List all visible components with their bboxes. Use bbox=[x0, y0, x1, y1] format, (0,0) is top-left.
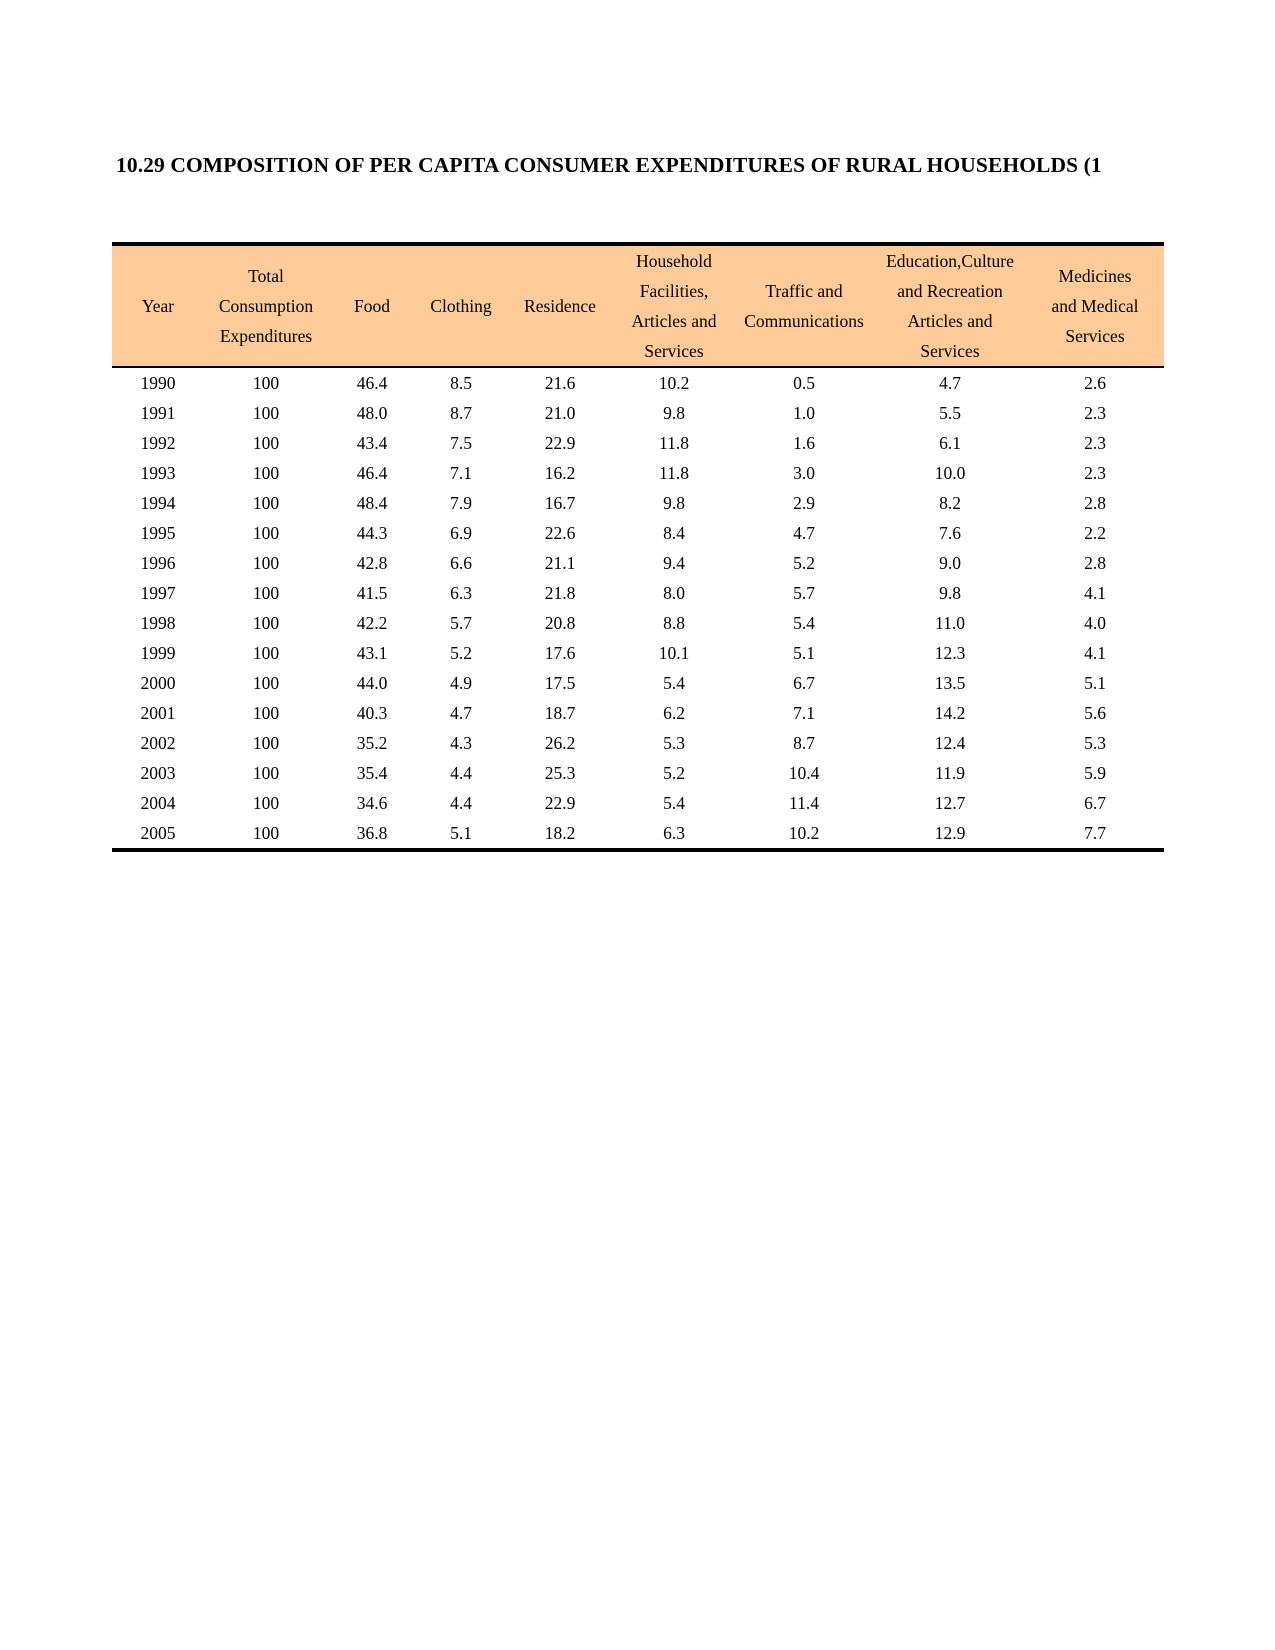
table-cell-food: 46.4 bbox=[356, 373, 388, 393]
table-cell-household-facilities: 5.4 bbox=[663, 673, 685, 693]
table-cell-traffic-communications: 5.2 bbox=[793, 553, 815, 573]
table-cell-traffic-communications: 4.7 bbox=[793, 523, 815, 543]
table-cell-household-facilities: 10.1 bbox=[658, 643, 690, 663]
column-header-line: and Medical bbox=[1051, 296, 1139, 316]
table-cell-food: 42.2 bbox=[356, 613, 388, 633]
table-cell-education-culture-recreation: 9.8 bbox=[939, 583, 961, 603]
table-cell-total-consumption-expenditures: 100 bbox=[252, 583, 280, 603]
table-cell-medicines-medical: 4.1 bbox=[1084, 583, 1106, 603]
table-cell-residence: 21.1 bbox=[544, 553, 576, 573]
table-cell-traffic-communications: 5.7 bbox=[793, 583, 815, 603]
table-cell-year: 1994 bbox=[140, 493, 176, 513]
table-cell-residence: 17.5 bbox=[544, 673, 576, 693]
table-cell-total-consumption-expenditures: 100 bbox=[252, 733, 280, 753]
table-cell-year: 1998 bbox=[140, 613, 176, 633]
table-row bbox=[112, 638, 1164, 668]
table-cell-clothing: 6.6 bbox=[450, 553, 472, 573]
table-row bbox=[112, 367, 1164, 398]
column-header-year bbox=[112, 244, 204, 367]
page-title: 10.29 COMPOSITION OF PER CAPITA CONSUMER EXPENDITURES OF RURAL HOUSEHOLDS (1 bbox=[116, 153, 1102, 177]
column-header-medicines-medical bbox=[1026, 244, 1164, 367]
table-cell-food: 35.2 bbox=[356, 733, 388, 753]
table-cell-residence: 16.7 bbox=[544, 493, 576, 513]
column-header-line: Services bbox=[920, 341, 980, 361]
table-cell-education-culture-recreation: 5.5 bbox=[939, 403, 961, 423]
table-cell-year: 2005 bbox=[112, 818, 204, 850]
table-row bbox=[112, 818, 1164, 850]
table-cell-medicines-medical: 2.3 bbox=[1084, 403, 1106, 423]
table-cell-food: 41.5 bbox=[356, 583, 388, 603]
table-cell-clothing: 4.9 bbox=[450, 673, 472, 693]
column-header-education-culture-recreation bbox=[874, 244, 1026, 367]
table-cell-total-consumption-expenditures: 100 bbox=[252, 553, 280, 573]
table-cell-traffic-communications: 1.0 bbox=[793, 403, 815, 423]
table-cell-residence: 25.3 bbox=[544, 763, 576, 783]
table-cell-total-consumption-expenditures: 100 bbox=[252, 463, 280, 483]
table-cell-year: 2003 bbox=[140, 763, 176, 783]
table-cell-clothing: 4.3 bbox=[450, 733, 472, 753]
table-cell-medicines-medical: 2.2 bbox=[1084, 523, 1106, 543]
table-cell-residence: 22.6 bbox=[544, 523, 576, 543]
table-cell-year: 1999 bbox=[140, 643, 176, 663]
table-row bbox=[112, 728, 1164, 758]
table-body bbox=[112, 367, 1164, 850]
table-cell-clothing: 4.4 bbox=[450, 763, 472, 783]
table-cell-education-culture-recreation: 14.2 bbox=[934, 703, 966, 723]
table-cell-food: 40.3 bbox=[356, 703, 388, 723]
table-cell-clothing: 5.7 bbox=[450, 613, 472, 633]
column-header-line: Articles and bbox=[631, 311, 717, 331]
table-cell-residence: 21.0 bbox=[544, 403, 576, 423]
table-cell-year: 1996 bbox=[140, 553, 176, 573]
column-header-line: Household bbox=[636, 251, 712, 271]
column-header-line: Clothing bbox=[430, 296, 492, 316]
table-cell-food: 44.0 bbox=[356, 673, 388, 693]
table-cell-education-culture-recreation: 10.0 bbox=[934, 463, 966, 483]
table-cell-clothing: 8.7 bbox=[450, 403, 472, 423]
table-cell-traffic-communications: 1.6 bbox=[793, 433, 815, 453]
table-cell-clothing: 7.5 bbox=[450, 433, 472, 453]
table-cell-food: 48.4 bbox=[356, 493, 388, 513]
table-row bbox=[112, 518, 1164, 548]
table-cell-education-culture-recreation: 13.5 bbox=[934, 673, 966, 693]
table-cell-year: 1991 bbox=[140, 403, 176, 423]
table-cell-education-culture-recreation: 12.3 bbox=[934, 643, 966, 663]
column-header-residence bbox=[506, 244, 614, 367]
column-header-food bbox=[328, 244, 416, 367]
column-header-line: Services bbox=[644, 341, 704, 361]
table-cell-food: 44.3 bbox=[356, 523, 388, 543]
table-cell-total-consumption-expenditures: 100 bbox=[252, 523, 280, 543]
table-cell-traffic-communications: 3.0 bbox=[793, 463, 815, 483]
table-cell-household-facilities: 8.4 bbox=[663, 523, 685, 543]
table-cell-clothing: 5.1 bbox=[416, 818, 506, 850]
table-cell-household-facilities: 9.4 bbox=[663, 553, 685, 573]
table-cell-residence: 21.6 bbox=[544, 373, 576, 393]
table-cell-education-culture-recreation: 11.9 bbox=[935, 763, 965, 783]
table-cell-food: 36.8 bbox=[328, 818, 416, 850]
table-cell-medicines-medical: 5.9 bbox=[1084, 763, 1106, 783]
table-cell-year: 1995 bbox=[140, 523, 176, 543]
column-header-traffic-communications bbox=[734, 244, 874, 367]
table-cell-education-culture-recreation: 12.4 bbox=[934, 733, 966, 753]
table-cell-year: 1992 bbox=[140, 433, 176, 453]
table-cell-clothing: 8.5 bbox=[450, 373, 472, 393]
table-cell-total-consumption-expenditures: 100 bbox=[204, 818, 328, 850]
table-header-row bbox=[112, 244, 1164, 367]
table-cell-residence: 18.2 bbox=[506, 818, 614, 850]
table-row bbox=[112, 488, 1164, 518]
column-header-line: and Recreation bbox=[897, 281, 1003, 301]
table-cell-total-consumption-expenditures: 100 bbox=[252, 613, 280, 633]
table-cell-total-consumption-expenditures: 100 bbox=[252, 403, 280, 423]
column-header-line: Year bbox=[141, 296, 175, 316]
table-cell-total-consumption-expenditures: 100 bbox=[252, 763, 280, 783]
table-cell-medicines-medical: 5.1 bbox=[1084, 673, 1106, 693]
table-cell-medicines-medical: 5.3 bbox=[1084, 733, 1106, 753]
table-cell-year: 1997 bbox=[140, 583, 176, 603]
table-cell-household-facilities: 5.2 bbox=[663, 763, 685, 783]
table-cell-traffic-communications: 11.4 bbox=[789, 793, 819, 813]
table-cell-total-consumption-expenditures: 100 bbox=[252, 373, 280, 393]
table-cell-household-facilities: 6.2 bbox=[663, 703, 685, 723]
table-cell-residence: 20.8 bbox=[544, 613, 576, 633]
column-header-line: Traffic and bbox=[765, 281, 843, 301]
table-cell-education-culture-recreation: 4.7 bbox=[939, 373, 961, 393]
table-cell-medicines-medical: 5.6 bbox=[1084, 703, 1106, 723]
table-cell-residence: 22.9 bbox=[544, 433, 576, 453]
table-cell-education-culture-recreation: 12.7 bbox=[934, 793, 966, 813]
table-cell-food: 48.0 bbox=[356, 403, 388, 423]
column-header-household-facilities bbox=[614, 244, 734, 367]
table-cell-food: 35.4 bbox=[356, 763, 388, 783]
table-cell-residence: 17.6 bbox=[544, 643, 576, 663]
table-cell-year: 1990 bbox=[140, 373, 176, 393]
table-cell-household-facilities: 5.4 bbox=[663, 793, 685, 813]
expenditure-table-container bbox=[112, 242, 1164, 852]
table-cell-education-culture-recreation: 6.1 bbox=[939, 433, 961, 453]
column-header-line: Services bbox=[1065, 326, 1125, 346]
table-cell-medicines-medical: 2.8 bbox=[1084, 553, 1106, 573]
column-header-line: Consumption bbox=[218, 296, 314, 316]
table-cell-residence: 18.7 bbox=[544, 703, 576, 723]
table-cell-clothing: 4.7 bbox=[450, 703, 472, 723]
table-cell-education-culture-recreation: 9.0 bbox=[939, 553, 961, 573]
column-header-line: Education,Culture bbox=[886, 251, 1014, 271]
table-cell-traffic-communications: 5.1 bbox=[793, 643, 815, 663]
table-cell-medicines-medical: 6.7 bbox=[1084, 793, 1106, 813]
table-cell-household-facilities: 8.8 bbox=[663, 613, 685, 633]
table-row bbox=[112, 668, 1164, 698]
table-cell-residence: 16.2 bbox=[544, 463, 576, 483]
table-cell-year: 2001 bbox=[140, 703, 176, 723]
table-cell-traffic-communications: 6.7 bbox=[793, 673, 815, 693]
table-row bbox=[112, 428, 1164, 458]
table-cell-year: 2002 bbox=[140, 733, 176, 753]
table-cell-education-culture-recreation: 8.2 bbox=[939, 493, 961, 513]
table-cell-year: 1993 bbox=[140, 463, 176, 483]
table-cell-household-facilities: 5.3 bbox=[663, 733, 685, 753]
table-cell-traffic-communications: 8.7 bbox=[793, 733, 815, 753]
table-cell-residence: 21.8 bbox=[544, 583, 576, 603]
table-cell-clothing: 6.9 bbox=[450, 523, 472, 543]
table-cell-total-consumption-expenditures: 100 bbox=[252, 703, 280, 723]
table-cell-total-consumption-expenditures: 100 bbox=[252, 793, 280, 813]
table-cell-medicines-medical: 7.7 bbox=[1026, 818, 1164, 850]
table-cell-education-culture-recreation: 11.0 bbox=[935, 613, 965, 633]
table-cell-education-culture-recreation: 7.6 bbox=[939, 523, 961, 543]
table-cell-traffic-communications: 2.9 bbox=[793, 493, 815, 513]
column-header-line: Total bbox=[248, 266, 284, 286]
table-row bbox=[112, 578, 1164, 608]
table-cell-total-consumption-expenditures: 100 bbox=[252, 433, 280, 453]
table-cell-medicines-medical: 2.3 bbox=[1084, 433, 1106, 453]
table-cell-clothing: 7.1 bbox=[450, 463, 472, 483]
column-header-line: Medicines bbox=[1058, 266, 1132, 286]
table-row bbox=[112, 398, 1164, 428]
table-cell-clothing: 5.2 bbox=[450, 643, 472, 663]
column-header-clothing bbox=[416, 244, 506, 367]
table-cell-residence: 22.9 bbox=[544, 793, 576, 813]
table-cell-education-culture-recreation: 12.9 bbox=[874, 818, 1026, 850]
table-row bbox=[112, 758, 1164, 788]
table-cell-food: 43.4 bbox=[356, 433, 388, 453]
table-cell-medicines-medical: 4.1 bbox=[1084, 643, 1106, 663]
table-row bbox=[112, 698, 1164, 728]
table-cell-clothing: 4.4 bbox=[450, 793, 472, 813]
table-cell-household-facilities: 9.8 bbox=[663, 403, 685, 423]
table-row bbox=[112, 548, 1164, 578]
column-header-line: Food bbox=[354, 296, 390, 316]
table-cell-household-facilities: 10.2 bbox=[658, 373, 690, 393]
table-row bbox=[112, 608, 1164, 638]
column-header-line: Expenditures bbox=[219, 326, 313, 346]
table-cell-food: 43.1 bbox=[356, 643, 388, 663]
table-cell-year: 2004 bbox=[140, 793, 176, 813]
table-cell-total-consumption-expenditures: 100 bbox=[252, 493, 280, 513]
table-cell-traffic-communications: 7.1 bbox=[793, 703, 815, 723]
column-header-line: Residence bbox=[524, 296, 596, 316]
table-cell-traffic-communications: 0.5 bbox=[793, 373, 815, 393]
table-row bbox=[112, 788, 1164, 818]
table-cell-household-facilities: 9.8 bbox=[663, 493, 685, 513]
table-cell-traffic-communications: 5.4 bbox=[793, 613, 815, 633]
column-header-line: Articles and bbox=[907, 311, 993, 331]
table-cell-residence: 26.2 bbox=[544, 733, 576, 753]
table-cell-medicines-medical: 2.8 bbox=[1084, 493, 1106, 513]
table-cell-food: 46.4 bbox=[356, 463, 388, 483]
table-cell-medicines-medical: 2.3 bbox=[1084, 463, 1106, 483]
table-cell-household-facilities: 8.0 bbox=[663, 583, 685, 603]
table-cell-household-facilities: 6.3 bbox=[614, 818, 734, 850]
column-header-line: Facilities, bbox=[639, 281, 709, 301]
table-cell-clothing: 7.9 bbox=[450, 493, 472, 513]
column-header-total-consumption-expenditures bbox=[204, 244, 328, 367]
table-cell-year: 2000 bbox=[140, 673, 176, 693]
table-cell-traffic-communications: 10.4 bbox=[788, 763, 820, 783]
expenditure-table bbox=[112, 242, 1164, 852]
table-cell-total-consumption-expenditures: 100 bbox=[252, 673, 280, 693]
table-cell-food: 34.6 bbox=[356, 793, 388, 813]
table-cell-medicines-medical: 4.0 bbox=[1084, 613, 1106, 633]
table-cell-food: 42.8 bbox=[356, 553, 388, 573]
table-cell-medicines-medical: 2.6 bbox=[1084, 373, 1106, 393]
table-cell-household-facilities: 11.8 bbox=[659, 463, 689, 483]
table-row bbox=[112, 458, 1164, 488]
table-cell-household-facilities: 11.8 bbox=[659, 433, 689, 453]
column-header-line: Communications bbox=[744, 311, 864, 331]
table-cell-traffic-communications: 10.2 bbox=[734, 818, 874, 850]
table-cell-clothing: 6.3 bbox=[450, 583, 472, 603]
table-cell-total-consumption-expenditures: 100 bbox=[252, 643, 280, 663]
